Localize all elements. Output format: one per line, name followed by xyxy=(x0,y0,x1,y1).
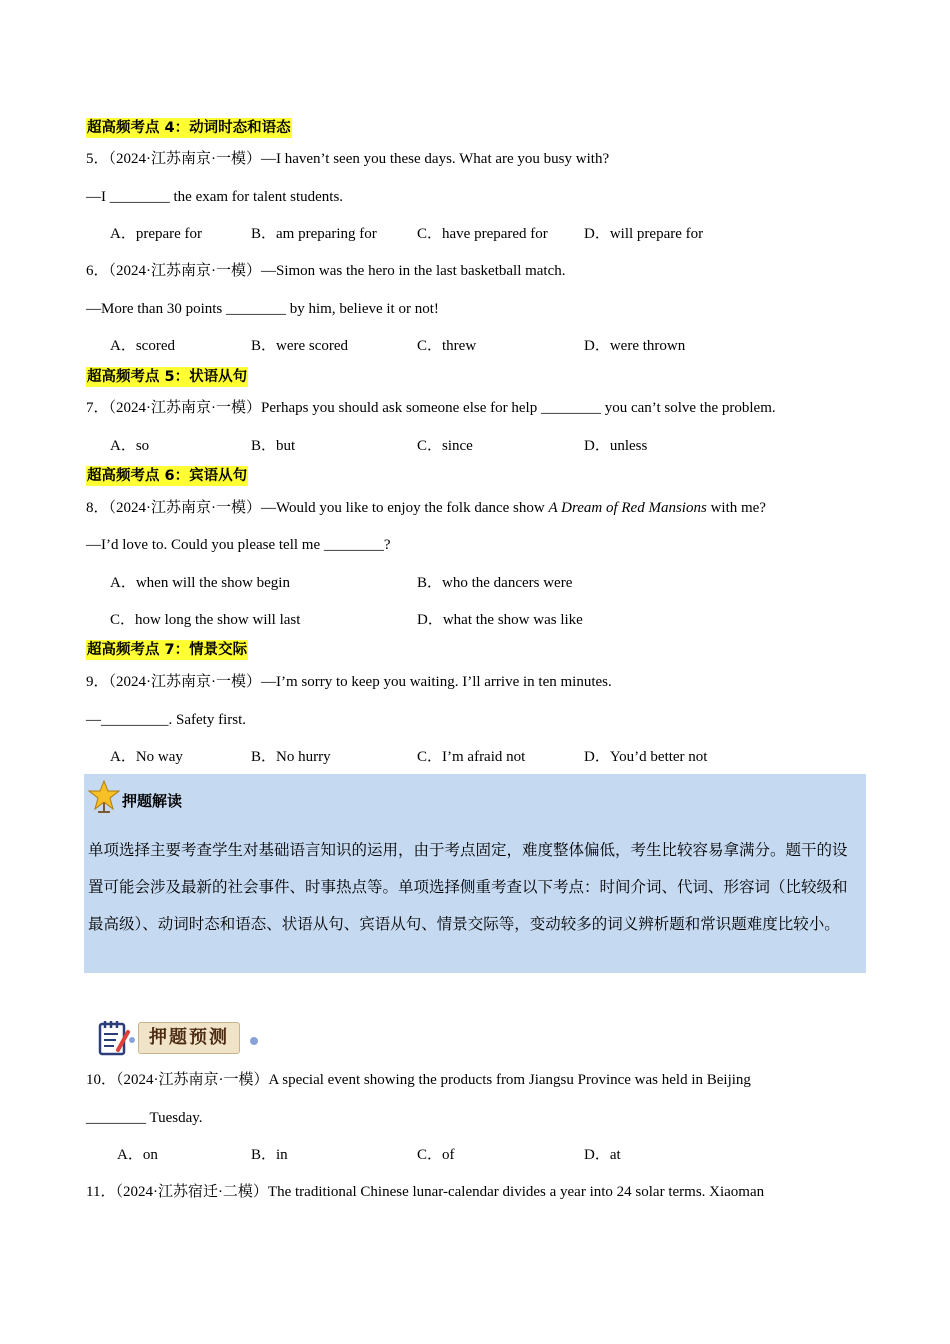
predict-banner xyxy=(96,1018,266,1058)
predict-label: 押题预测 xyxy=(138,1022,240,1054)
q10-option-a[interactable]: A．on xyxy=(117,1147,158,1163)
notepad-icon xyxy=(96,1018,136,1058)
q9-stem: 9．（2024·江苏南京·一模）—I’m sorry to keep you waiting. I’ll arrive in ten minutes. xyxy=(86,674,612,690)
q6-option-a[interactable]: A．scored xyxy=(110,338,175,354)
q8-option-a[interactable]: A．when will the show begin xyxy=(110,575,290,591)
q8-stem-pre: 8．（2024·江苏南京·一模）—Would you like to enjoy the folk dance show xyxy=(86,500,549,516)
q9-line2: —_________. Safety first. xyxy=(86,712,246,728)
q7-option-c[interactable]: C．since xyxy=(417,438,473,454)
q5-stem: 5．（2024·江苏南京·一模）—I haven’t seen you these days. What are you busy with? xyxy=(86,151,610,167)
q10-option-d[interactable]: D．at xyxy=(584,1147,621,1163)
q11-stem: 11．（2024·江苏宿迁·二模）The traditional Chinese lunar-calendar divides a year into 24 solar terms. Xiaoman xyxy=(86,1184,765,1200)
q7-option-b[interactable]: B．but xyxy=(251,438,296,454)
section-heading-6: 超高频考点 6：宾语从句 xyxy=(87,468,248,484)
q10-stem: 10．（2024·江苏南京·一模）A special event showing the products from Jiangsu Province was held in Beijing xyxy=(86,1072,751,1088)
q6-option-c[interactable]: C．threw xyxy=(417,338,477,354)
q9-option-c[interactable]: C．I’m afraid not xyxy=(417,749,526,765)
q10-option-c[interactable]: C．of xyxy=(417,1147,455,1163)
q8-stem-title: A Dream of Red Mansions xyxy=(548,500,707,516)
analysis-title: 押题解读 xyxy=(122,792,183,810)
q5-option-b[interactable]: B．am preparing for xyxy=(251,226,377,242)
q5-option-d[interactable]: D．will prepare for xyxy=(584,226,704,242)
q9-option-b[interactable]: B．No hurry xyxy=(251,749,331,765)
q7-option-a[interactable]: A．so xyxy=(110,438,150,454)
q10-option-b[interactable]: B．in xyxy=(251,1147,288,1163)
q7-option-d[interactable]: D．unless xyxy=(584,438,648,454)
q6-line2: —More than 30 points ________ by him, believe it or not! xyxy=(86,301,439,317)
q7-stem: 7．（2024·江苏南京·一模）Perhaps you should ask someone else for help ________ you can’t solve the problem. xyxy=(86,400,776,416)
q8-option-b[interactable]: B．who the dancers were xyxy=(417,575,573,591)
dot-icon xyxy=(248,1035,260,1047)
q8-option-d[interactable]: D．what the show was like xyxy=(417,612,583,628)
star-icon xyxy=(88,780,120,814)
analysis-box xyxy=(84,774,866,973)
section-heading-4: 超高频考点 4：动词时态和语态 xyxy=(87,120,291,136)
section-heading-7: 超高频考点 7：情景交际 xyxy=(87,642,248,658)
q6-option-d[interactable]: D．were thrown xyxy=(584,338,686,354)
q6-option-b[interactable]: B．were scored xyxy=(251,338,349,354)
q5-option-a[interactable]: A．prepare for xyxy=(110,226,203,242)
q9-option-a[interactable]: A．No way xyxy=(110,749,183,765)
q8-line2: —I’d love to. Could you please tell me ________? xyxy=(86,537,391,553)
q10-line2: ________ Tuesday. xyxy=(86,1110,203,1126)
analysis-text: 单项选择主要考查学生对基础语言知识的运用，由于考点固定，难度整体偏低，考生比较容易拿满分。题干的设置可能会涉及最新的社会事件、时事热点等。单项选择侧重考查以下考点：时间介词、代词、形容词（比较级和最高级）、动词时态和语态、状语从句、宾语从句、情景交际等，变动较多的词义辨析题和常识题难度比较小。 xyxy=(88,841,848,933)
q9-option-d[interactable]: D．You’d better not xyxy=(584,749,708,765)
q8-option-c[interactable]: C．how long the show will last xyxy=(110,612,301,628)
q5-line2: —I ________ the exam for talent students. xyxy=(86,189,344,205)
q8-stem-post: with me? xyxy=(706,500,766,516)
q6-stem: 6．（2024·江苏南京·一模）—Simon was the hero in the last basketball match. xyxy=(86,263,566,279)
section-heading-5: 超高频考点 5：状语从句 xyxy=(87,369,248,385)
q8-stem xyxy=(86,498,766,518)
q5-option-c[interactable]: C．have prepared for xyxy=(417,226,548,242)
